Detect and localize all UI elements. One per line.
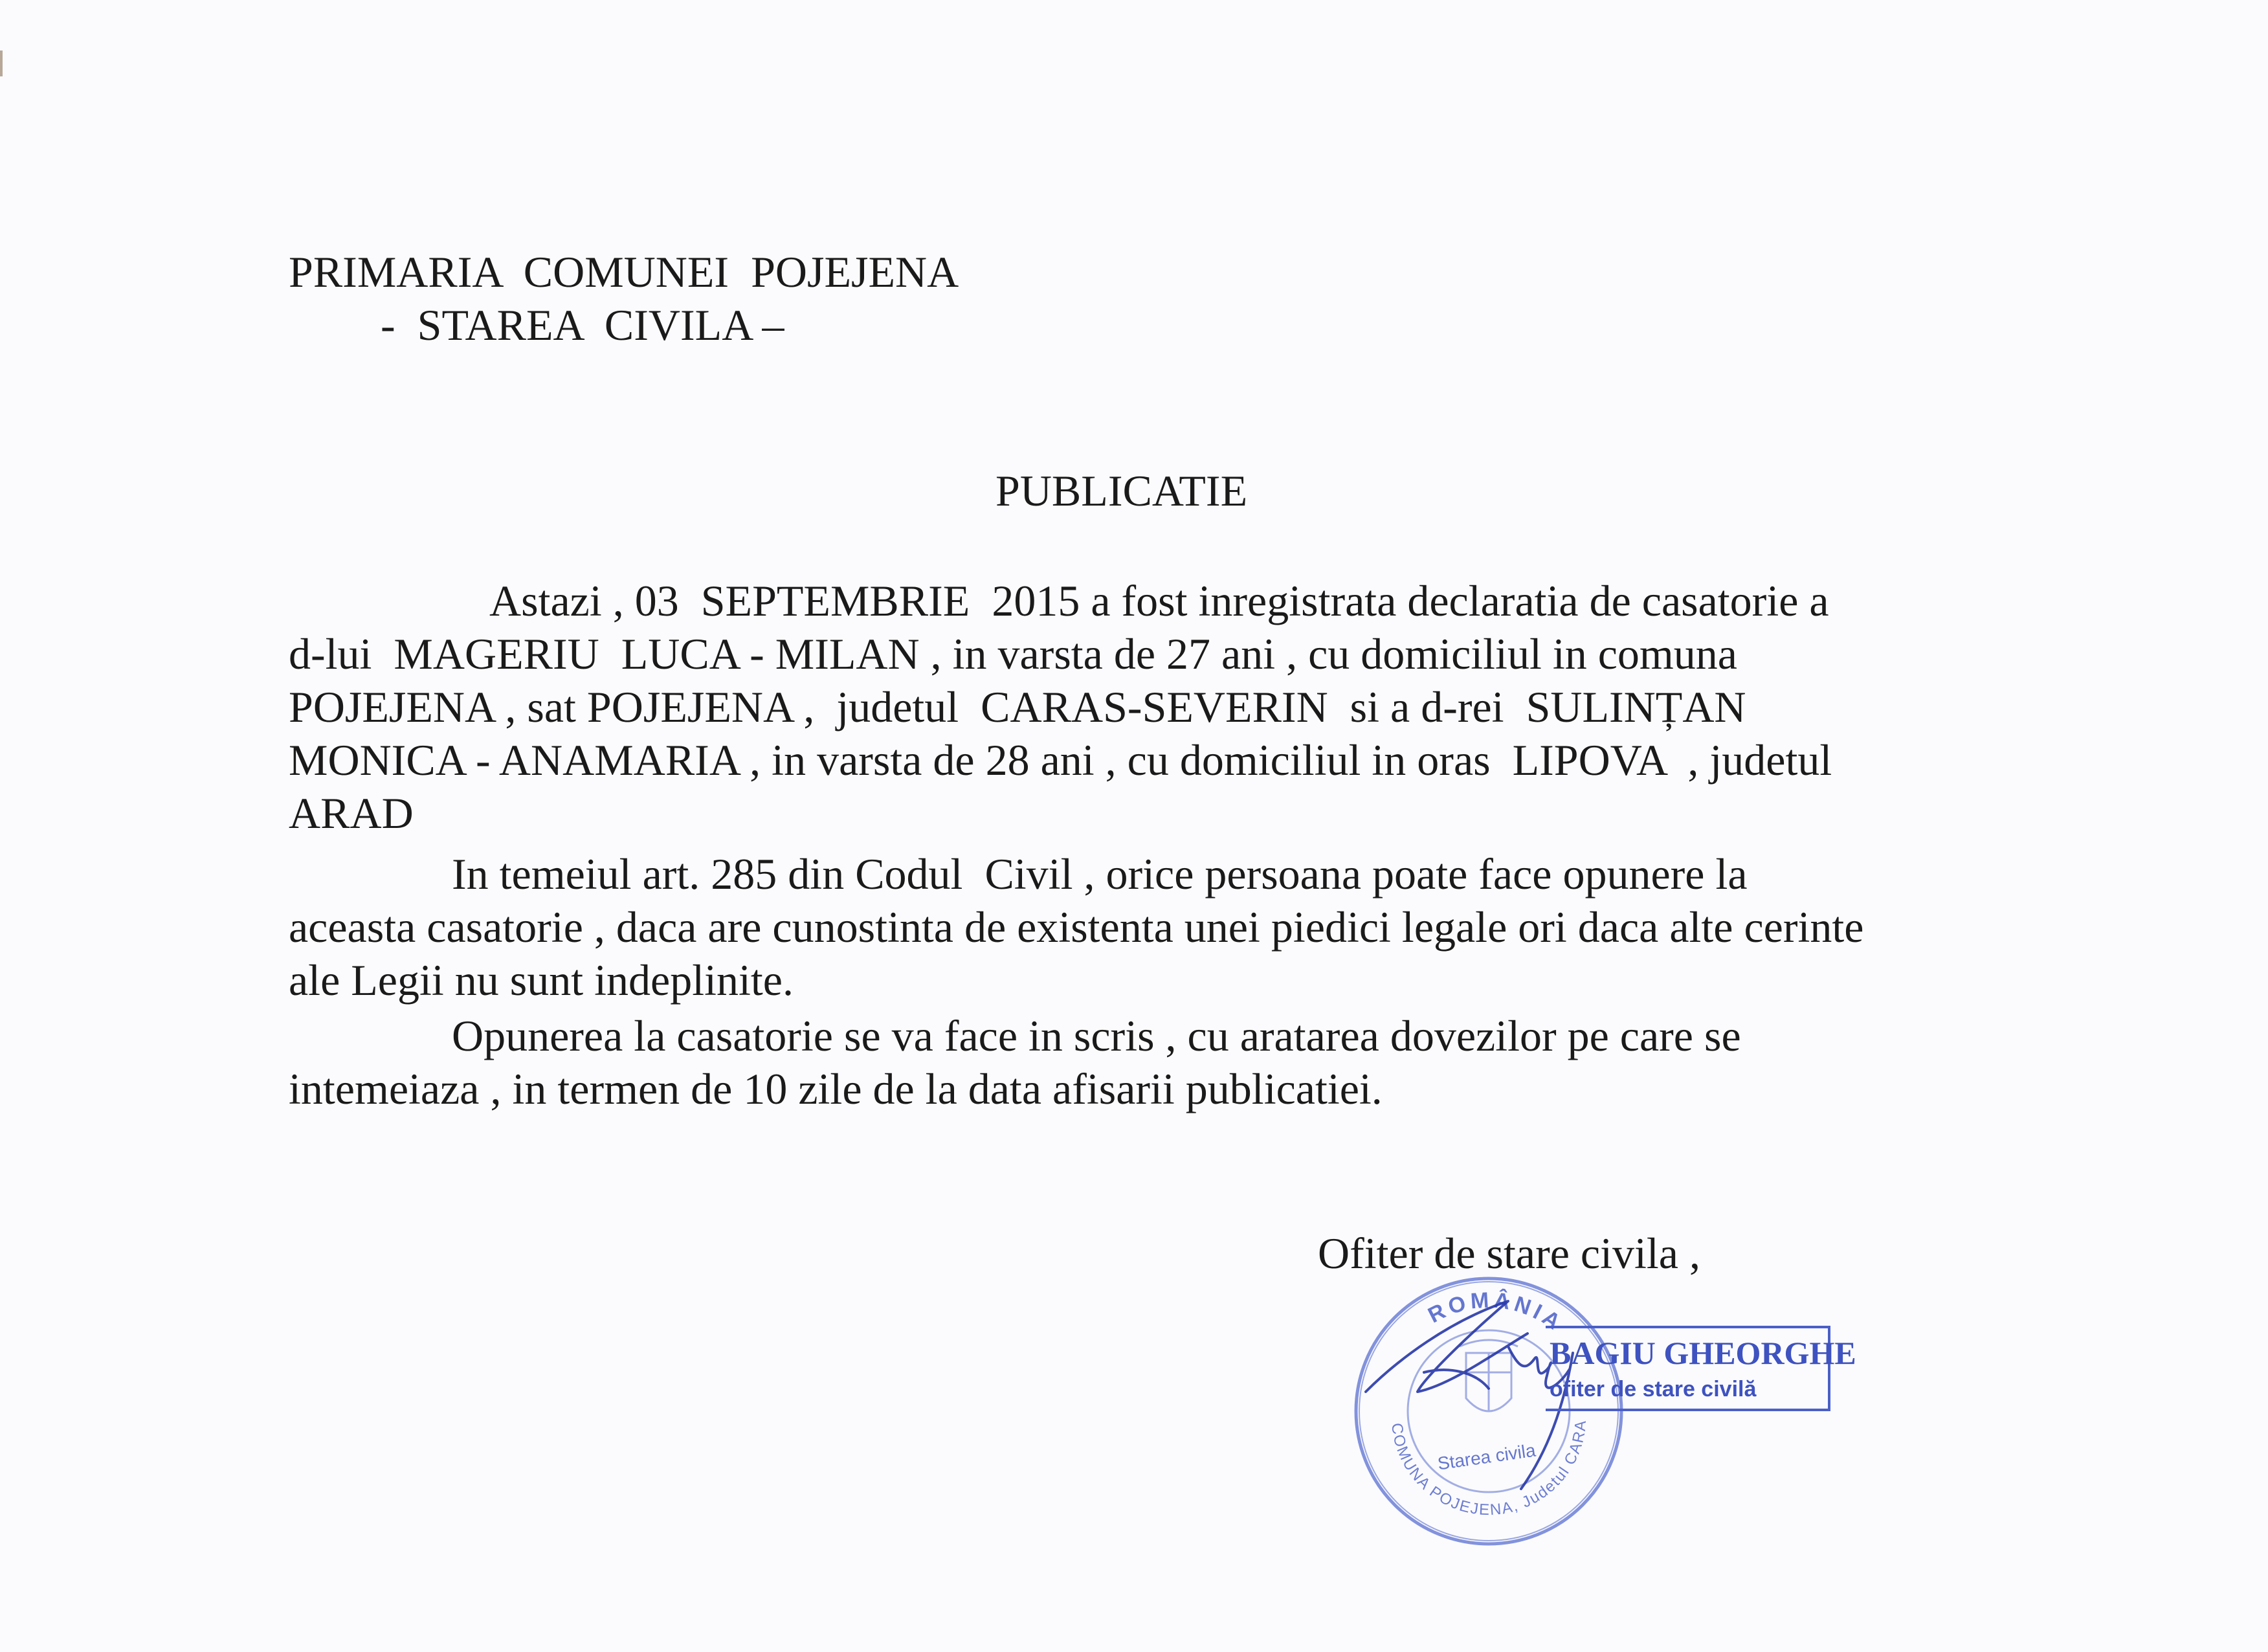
- paragraph-1-line-5: ARAD: [289, 788, 414, 838]
- department-name: - STAREA CIVILA –: [381, 300, 784, 350]
- paragraph-2-line-1: In temeiul art. 285 din Codul Civil , orice persoana poate face opunere la: [452, 849, 1748, 899]
- svg-text:Starea civila: Starea civila: [1436, 1440, 1537, 1474]
- paragraph-2-line-2: aceasta casatorie , daca are cunostinta de existenta unei piedici legale ori daca alte cerinte: [289, 902, 1864, 952]
- officer-name: BAGIU GHEORGHE: [1550, 1335, 1856, 1371]
- paragraph-1-line-1: Astazi , 03 SEPTEMBRIE 2015 a fost inregistrata declaratia de casatorie a: [489, 576, 1829, 625]
- svg-text:ROMÂNIA: ROMÂNIA: [1424, 1288, 1568, 1337]
- paragraph-3-line-2: intemeiaza , in termen de 10 zile de la data afisarii publicatiei.: [289, 1064, 1383, 1113]
- document-title: PUBLICATIE: [995, 466, 1248, 515]
- paragraph-3-line-1: Opunerea la casatorie se va face in scris , cu aratarea dovezilor pe care se: [452, 1011, 1741, 1060]
- paragraph-1-line-2: d-lui MAGERIU LUCA - MILAN , in varsta de 27 ani , cu domiciliul in comuna: [289, 629, 1737, 678]
- scan-edge-mark: [0, 50, 3, 76]
- paragraph-1-line-3: POJEJENA , sat POJEJENA , judetul CARAS-SEVERIN si a d-rei SULINȚAN: [289, 682, 1746, 731]
- officer-role: ofiter de stare civilă: [1550, 1377, 1757, 1401]
- paragraph-2-line-3: ale Legii nu sunt indeplinite.: [289, 955, 794, 1005]
- officer-name-stamp: [1546, 1326, 1856, 1411]
- paragraph-1-line-4: MONICA - ANAMARIA , in varsta de 28 ani , cu domiciliul in oras LIPOVA , judetul: [289, 735, 1832, 785]
- institution-name: PRIMARIA COMUNEI POJEJENA: [289, 247, 959, 296]
- officer-label: Ofiter de stare civila ,: [1318, 1229, 1700, 1278]
- svg-text:COMUNA POJEJENA, Judetul CARAS: COMUNA POJEJENA, Judetul CARA: [1388, 1418, 1590, 1519]
